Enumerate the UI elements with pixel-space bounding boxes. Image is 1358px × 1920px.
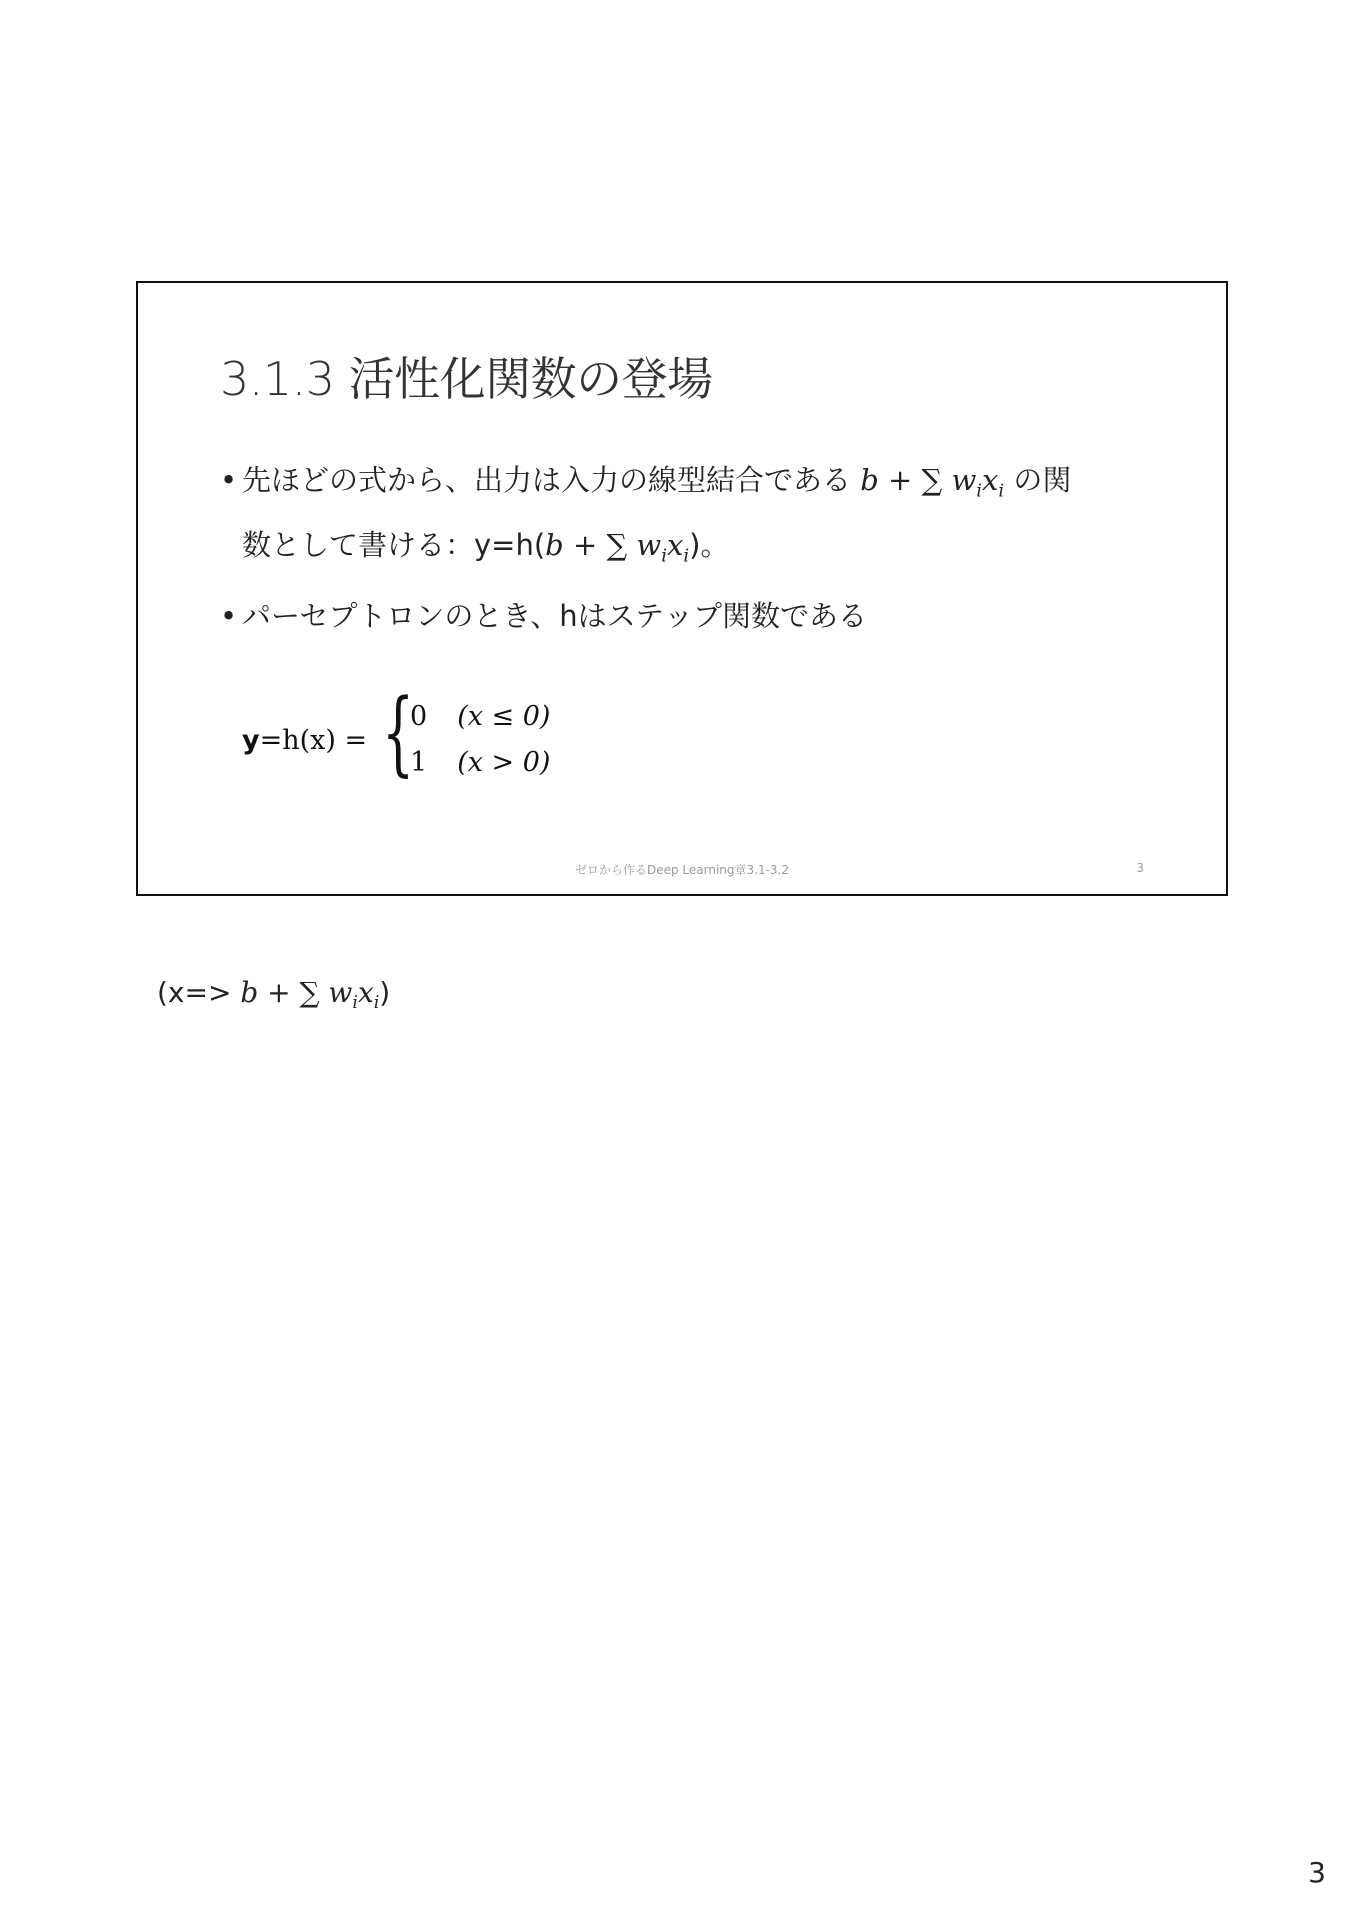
- bullet-text-suffix: )。: [689, 528, 730, 563]
- bullet-line-2: [220, 518, 1180, 583]
- slide-page-number: 3: [1136, 861, 1144, 875]
- math-expression: b + ∑ $w_ix_i$: [860, 463, 1005, 502]
- slide: [136, 281, 1228, 896]
- bullet-marker: •: [220, 599, 238, 633]
- slide-title: 3.1.3 活性化関数の登場: [220, 352, 713, 406]
- formula-lhs: y=h(x) =: [242, 725, 368, 756]
- bullet-text-suffix: の関: [1013, 463, 1072, 497]
- math-expression: b + ∑ $w_ix_i$: [545, 528, 690, 567]
- slide-footer: ゼロから作るDeep Learning章3.1-3.2: [574, 863, 790, 877]
- formula-brace: {: [382, 679, 415, 786]
- bullet-text: パーセプトロンのとき、hはステップ関数である: [242, 599, 868, 633]
- bullet-linear-combination: [220, 453, 1180, 584]
- note-text: (x=> b + ∑ $w_ix_i$): [157, 976, 391, 1014]
- page-number: 3: [1308, 1856, 1326, 1889]
- formula-case-1: 0 (x ≤ 0): [410, 701, 551, 732]
- bullet-text: 数として書ける：y=h(: [242, 528, 546, 563]
- bullet-marker: •: [220, 463, 238, 497]
- bullet-step-function: [220, 589, 867, 643]
- bullet-line-1: [220, 453, 1180, 518]
- formula-case-2: 1 (x > 0): [410, 747, 551, 778]
- math-expression: b + ∑ $w_ix_i$: [240, 976, 380, 1014]
- bullet-text: 先ほどの式から、出力は入力の線型結合である: [242, 463, 852, 497]
